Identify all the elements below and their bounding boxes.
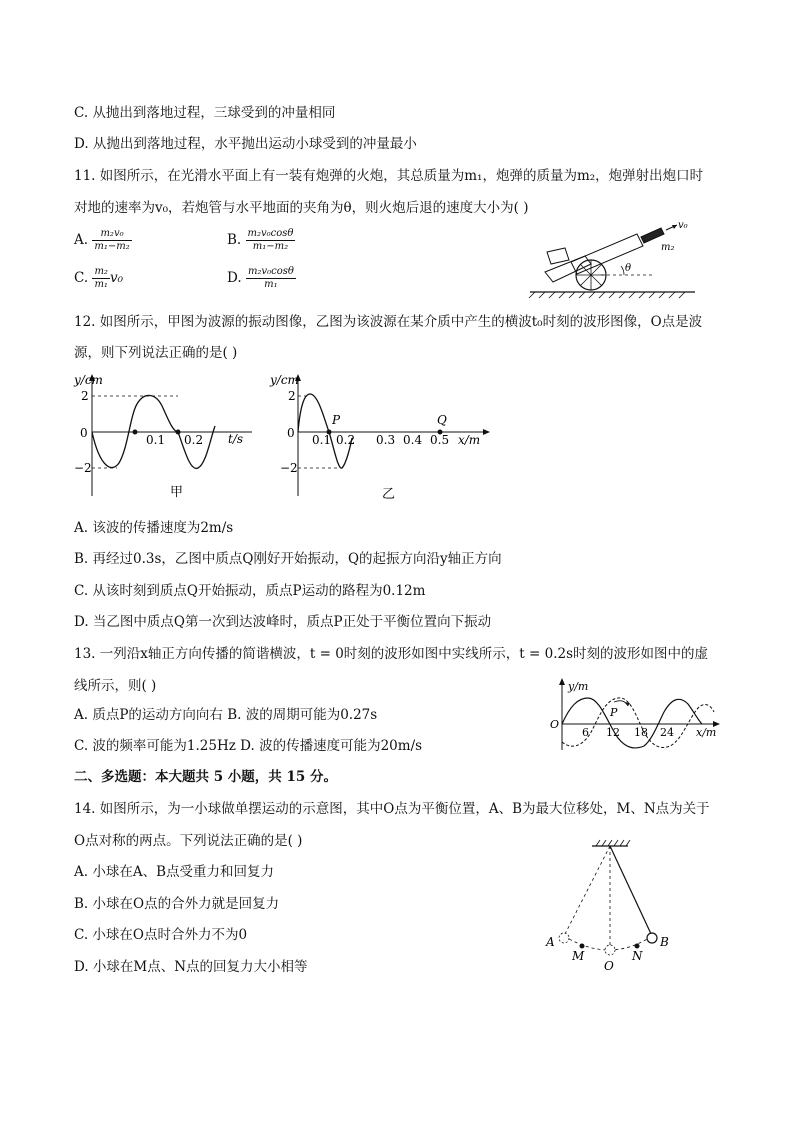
cannon-v0-label: v₀ [678, 220, 688, 231]
q12-option-a: A. 该波的传播速度为2m/s [74, 520, 234, 536]
cannon-m2-label: m₂ [661, 242, 675, 253]
q12-option-d: D. 当乙图中质点Q第一次到达波峰时，质点P正处于平衡位置向下振动 [74, 614, 492, 630]
q10-option-c: C. 从抛出到落地过程，三球受到的冲量相同 [74, 105, 336, 121]
jia-xtick-2: 0.2 [184, 433, 204, 447]
q14-stem-line2: O点对称的两点。下列说法正确的是( ) [74, 833, 303, 849]
wave-xtick-1: 6 [582, 726, 589, 739]
graph-yi [268, 368, 498, 508]
q13-stem-line2: 线所示，则( ) [74, 678, 157, 694]
jia-ylabel: y/cm [74, 373, 103, 387]
jia-xtick-1: 0.1 [146, 433, 166, 447]
yi-xlabel: x/m [458, 433, 481, 447]
q12-stem-line1: 12. 如图所示，甲图为波源的振动图像，乙图为该波源在某介质中产生的横波t₀时刻的波形图像，O点是波 [74, 314, 703, 330]
pendulum-figure [540, 838, 680, 978]
q13-options-cd: C. 波的频率可能为1.25Hz D. 波的传播速度可能为20m/s [74, 738, 423, 754]
yi-xtick-2: 0.2 [336, 433, 356, 447]
q11-stem-line2: 对地的速率为v₀，若炮管与水平地面的夹角为θ，则火炮后退的速度大小为( ) [74, 200, 529, 216]
q12-stem-line2: 源，则下列说法正确的是( ) [74, 345, 238, 361]
q14-stem-line1: 14. 如图所示，为一小球做单摆运动的示意图，其中O点为平衡位置，A、B为最大位移处，M、N点为关于 [74, 801, 710, 817]
q13-options-ab: A. 质点P的运动方向向右 B. 波的周期可能为0.27s [74, 707, 378, 723]
q11-option-d: D. $\frac{\text{m₂v₀cosθ}}{\text{m₁}}$ [227, 266, 294, 290]
jia-xlabel: t/s [228, 432, 244, 446]
pendulum-label-m: M [572, 949, 585, 963]
wave-origin: O [550, 718, 560, 731]
yi-xtick-4: 0.4 [403, 433, 423, 447]
section-multi-choice-heading: 二、多选题：本大题共 5 小题，共 15 分。 [74, 769, 337, 785]
yi-ytick-bottom: −2 [280, 461, 298, 475]
pendulum-label-b: B [660, 935, 669, 949]
wave-figure [548, 676, 728, 754]
wave-point-p: P [610, 706, 618, 719]
q11-option-b: B. $\frac{\text{m₂v₀cosθ}}{\text{m₁−m₂}}$ [227, 228, 294, 252]
cannon-theta-label: θ [625, 263, 632, 274]
q10-option-d: D. 从抛出到落地过程，水平抛出运动小球受到的冲量最小 [74, 136, 417, 152]
q11-option-c: C. $\frac{\text{m₂}}{\text{m₁}}$ v₀ [74, 266, 123, 290]
q14-option-a: A. 小球在A、B点受重力和回复力 [74, 864, 275, 880]
jia-ytick-top: 2 [81, 389, 89, 403]
q14-option-b: B. 小球在O点的合外力就是回复力 [74, 896, 280, 912]
wave-xlabel: x/m [696, 726, 717, 739]
yi-caption: 乙 [382, 487, 396, 502]
q11-stem-line1: 11. 如图所示，在光滑水平面上有一装有炮弹的火炮，其总质量为m₁，炮弹的质量为m₂，炮弹射出炮口时 [74, 168, 704, 184]
yi-point-q: Q [437, 413, 447, 427]
jia-caption: 甲 [170, 485, 184, 500]
yi-ytick-top: 2 [288, 389, 296, 403]
graph-jia [70, 368, 260, 508]
wave-xtick-4: 24 [660, 726, 674, 739]
yi-xtick-5: 0.5 [430, 433, 450, 447]
pendulum-label-a: A [546, 935, 555, 949]
q13-stem-line1: 13. 一列沿x轴正方向传播的简谐横波，t = 0时刻的波形如图中实线所示，t = 0.2s时刻的波形如图中的虚 [74, 646, 708, 662]
q11-option-a: A. $\frac{\text{m₂v₀}}{\text{m₁−m₂}}$ [74, 228, 130, 252]
yi-ytick-zero: 0 [287, 426, 295, 440]
wave-xtick-3: 18 [634, 726, 648, 739]
yi-xtick-3: 0.3 [376, 433, 396, 447]
cannon-figure [525, 220, 705, 300]
pendulum-label-n: N [632, 949, 643, 963]
wave-xtick-2: 12 [606, 726, 620, 739]
q14-option-d: D. 小球在M点、N点的回复力大小相等 [74, 959, 308, 975]
q12-option-c: C. 从该时刻到质点Q开始振动，质点P运动的路程为0.12m [74, 583, 426, 599]
q12-option-b: B. 再经过0.3s，乙图中质点Q刚好开始振动，Q的起振方向沿y轴正方向 [74, 551, 502, 567]
jia-ytick-zero: 0 [80, 426, 88, 440]
yi-xtick-1: 0.1 [312, 433, 332, 447]
wave-ylabel: y/m [568, 680, 589, 693]
yi-ylabel: y/cm [270, 373, 299, 387]
q14-option-c: C. 小球在O点时合外力不为0 [74, 927, 248, 943]
pendulum-label-o: O [604, 959, 614, 973]
yi-point-p: P [332, 413, 341, 427]
jia-ytick-bottom: −2 [74, 461, 92, 475]
